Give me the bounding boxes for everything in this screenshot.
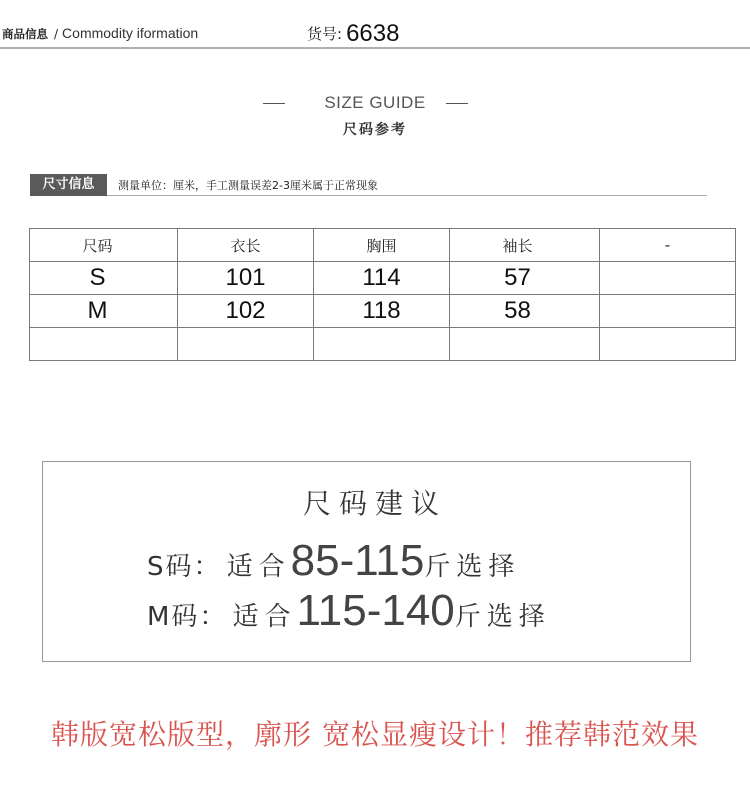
commodity-info-en: Commodity iformation: [62, 25, 199, 41]
header-cell-extra: -: [600, 229, 736, 262]
recommendation-suffix: 斤选择: [424, 552, 521, 582]
header-divider: [0, 47, 750, 49]
heading-separator: /: [54, 27, 59, 41]
table-row: [30, 262, 736, 295]
title-dash-right: [446, 103, 468, 104]
recommendation-title: 尺码建议: [302, 487, 447, 520]
table-cell: 118: [314, 295, 450, 328]
header-cell-size: 尺码: [30, 229, 178, 262]
recommendation-size-label: S码：: [147, 552, 222, 582]
table-cell: [600, 328, 736, 361]
recommendation-size-label: M码：: [147, 602, 228, 632]
table-cell: [314, 328, 450, 361]
table-cell: M: [30, 295, 178, 328]
table-cell: [600, 295, 736, 328]
table-cell: 58: [450, 295, 600, 328]
size-guide-subtitle: 尺码参考: [343, 122, 407, 138]
size-info-tag: 尺寸信息: [30, 174, 107, 196]
table-row: [30, 295, 736, 328]
header-cell-length: 衣长: [178, 229, 314, 262]
table-cell: [178, 328, 314, 361]
measurement-note: 测量单位：厘米，手工测量误差2-3厘米属于正常现象: [118, 179, 378, 192]
recommendation-suffix: 斤选择: [454, 602, 551, 632]
recommendation-m: [147, 586, 551, 636]
commodity-info-zh: 商品信息: [2, 27, 48, 41]
table-header-row: [30, 229, 736, 262]
header-cell-bust: 胸围: [314, 229, 450, 262]
info-divider: [107, 195, 707, 196]
table-cell: 57: [450, 262, 600, 295]
table-cell: [450, 328, 600, 361]
item-number-label: 货号:: [307, 25, 343, 43]
table-cell: 101: [178, 262, 314, 295]
weight-range: 85-115: [290, 536, 425, 585]
table-cell: [30, 328, 178, 361]
table-cell: [600, 262, 736, 295]
promo-text: 韩版宽松版型，廓形 宽松显瘦设计！推荐韩范效果: [51, 718, 699, 751]
size-guide-title: SIZE GUIDE: [324, 93, 426, 112]
recommendation-prefix: 适合: [226, 552, 291, 582]
commodity-info-heading: [2, 25, 198, 42]
size-table: [29, 228, 736, 361]
header-cell-sleeve: 袖长: [450, 229, 600, 262]
table-row: [30, 328, 736, 361]
recommendation-prefix: 适合: [232, 602, 297, 632]
weight-range: 115-140: [296, 586, 455, 635]
table-cell: S: [30, 262, 178, 295]
table-cell: 114: [314, 262, 450, 295]
recommendation-s: [147, 536, 520, 586]
item-number-value: 6638: [346, 20, 400, 47]
item-number: [307, 18, 399, 46]
table-cell: 102: [178, 295, 314, 328]
